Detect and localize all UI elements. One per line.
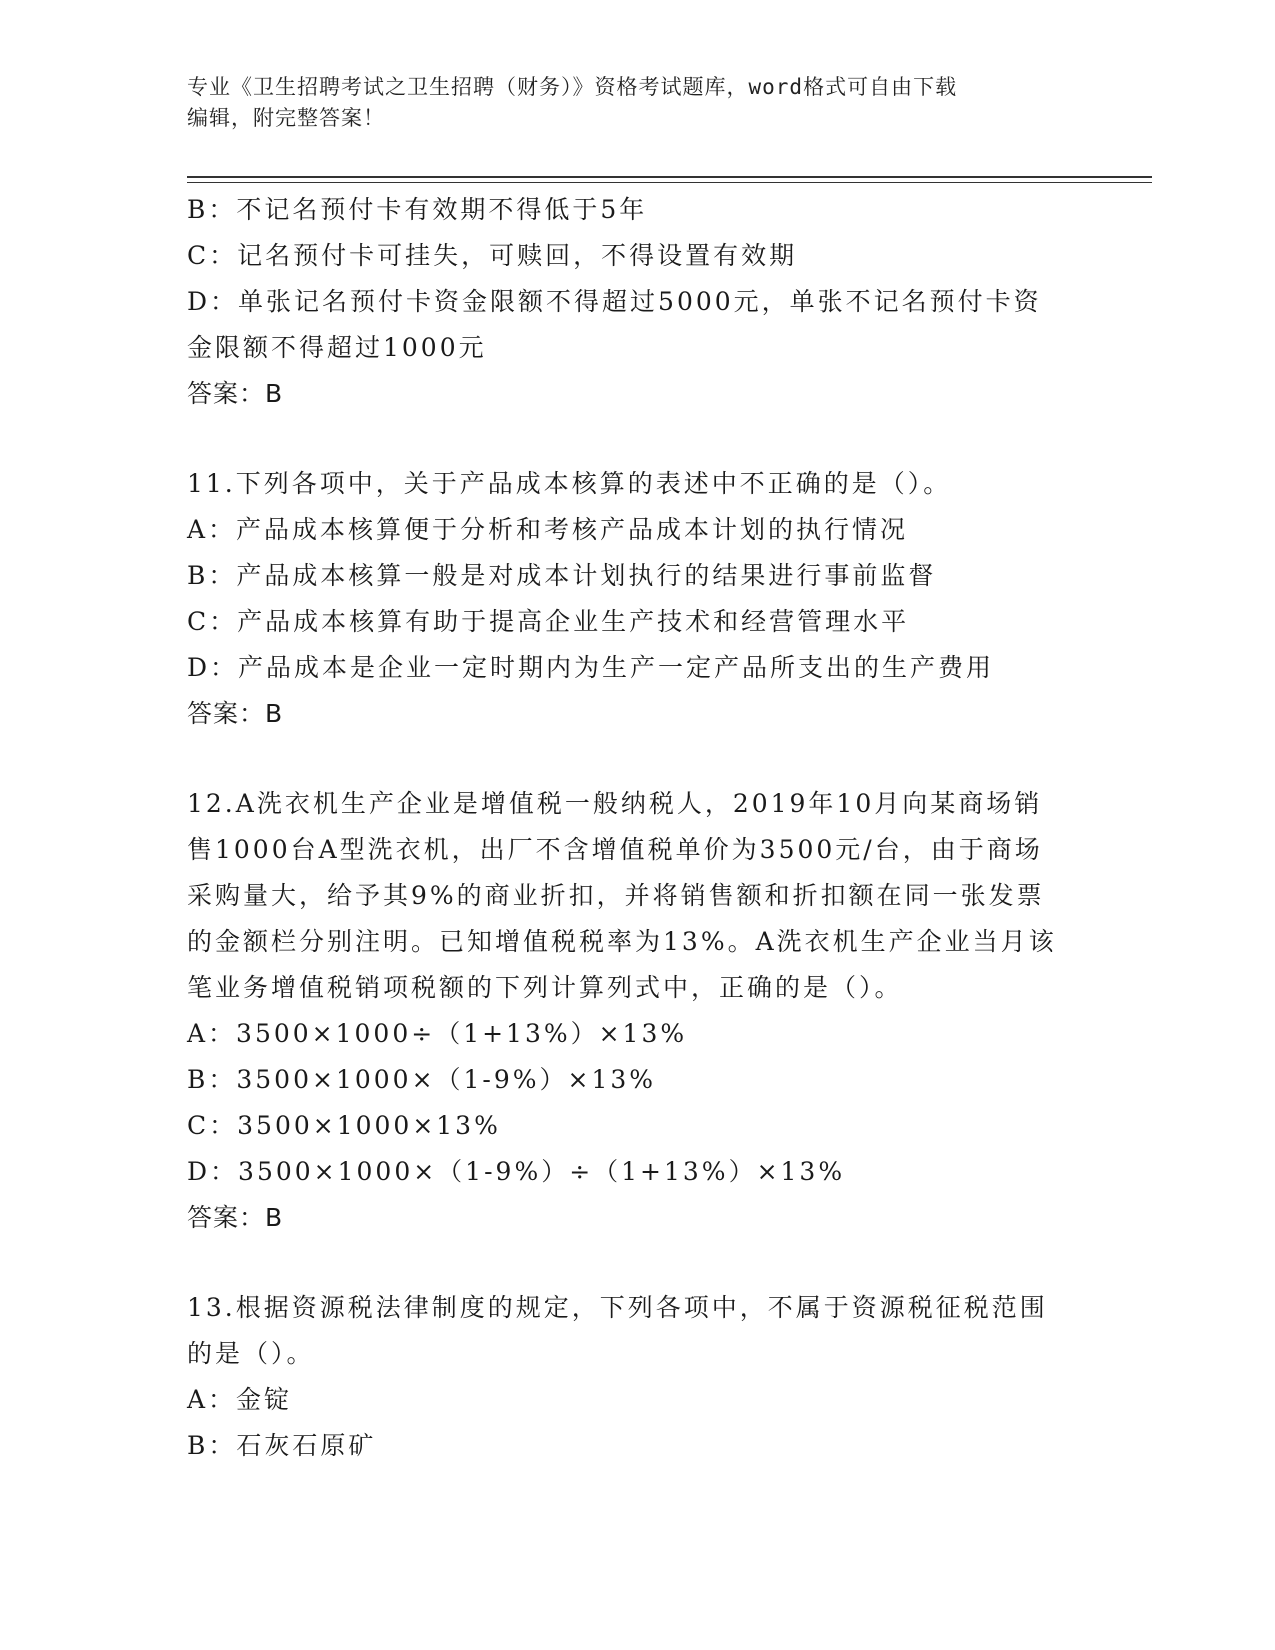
q12-stem-line-2: 售1000台A型洗衣机，出厂不含增值税单价为3500元/台，由于商场	[187, 835, 1043, 864]
q12-option-a: A：3500×1000÷（1+13%）×13%	[187, 1019, 688, 1048]
q10-option-b: B：不记名预付卡有效期不得低于5年	[187, 195, 648, 224]
header-line-1: 专业《卫生招聘考试之卫生招聘（财务）》资格考试题库，word格式可自由下载	[187, 75, 958, 99]
header-rule-thin	[187, 182, 1152, 183]
q12-option-d: D：3500×1000×（1-9%）÷（1+13%）×13%	[187, 1157, 846, 1186]
header-rule-thick	[187, 176, 1152, 178]
question-11	[187, 461, 1087, 737]
q11-option-d: D：产品成本是企业一定时期内为生产一定产品所支出的生产费用	[187, 653, 995, 682]
question-13	[187, 1285, 1087, 1469]
q11-option-b: B：产品成本核算一般是对成本计划执行的结果进行事前监督	[187, 561, 937, 590]
q10-option-c: C：记名预付卡可挂失，可赎回，不得设置有效期	[187, 241, 798, 270]
spacer	[187, 417, 1087, 461]
q12-stem-line-5: 笔业务增值税销项税额的下列计算列式中，正确的是（）。	[187, 973, 903, 1002]
q12-stem-line-1: 12.A洗衣机生产企业是增值税一般纳税人，2019年10月向某商场销	[187, 789, 1043, 818]
q10-option-d-line-1: D：单张记名预付卡资金限额不得超过5000元，单张不记名预付卡资	[187, 287, 1042, 316]
q12-option-b: B：3500×1000×（1-9%）×13%	[187, 1065, 657, 1094]
spacer	[187, 1241, 1087, 1285]
q12-answer: 答案：B	[187, 1203, 284, 1232]
spacer	[187, 737, 1087, 781]
q13-stem-line-2: 的是（）。	[187, 1339, 315, 1368]
q13-option-b: B：石灰石原矿	[187, 1431, 377, 1460]
q10-option-d-line-2: 金限额不得超过1000元	[187, 333, 487, 362]
question-12	[187, 781, 1087, 1241]
q11-option-c: C：产品成本核算有助于提高企业生产技术和经营管理水平	[187, 607, 910, 636]
header-line-2: 编辑，附完整答案！	[187, 106, 385, 130]
q13-stem-line-1: 13.根据资源税法律制度的规定，下列各项中，不属于资源税征税范围	[187, 1293, 1048, 1322]
q11-option-a: A：产品成本核算便于分析和考核产品成本计划的执行情况	[187, 515, 909, 544]
question-content	[187, 187, 1087, 1469]
q13-option-a: A：金锭	[187, 1385, 293, 1414]
document-header	[187, 72, 1067, 134]
q10-answer: 答案：B	[187, 379, 284, 408]
q12-stem-line-3: 采购量大，给予其9%的商业折扣，并将销售额和折扣额在同一张发票	[187, 881, 1045, 910]
q11-answer: 答案：B	[187, 699, 284, 728]
q12-stem-line-4: 的金额栏分别注明。已知增值税税率为13%。A洗衣机生产企业当月该	[187, 927, 1057, 956]
question-10-fragment	[187, 187, 1087, 417]
q11-stem: 11.下列各项中，关于产品成本核算的表述中不正确的是（）。	[187, 469, 952, 498]
q12-option-c: C：3500×1000×13%	[187, 1111, 501, 1140]
